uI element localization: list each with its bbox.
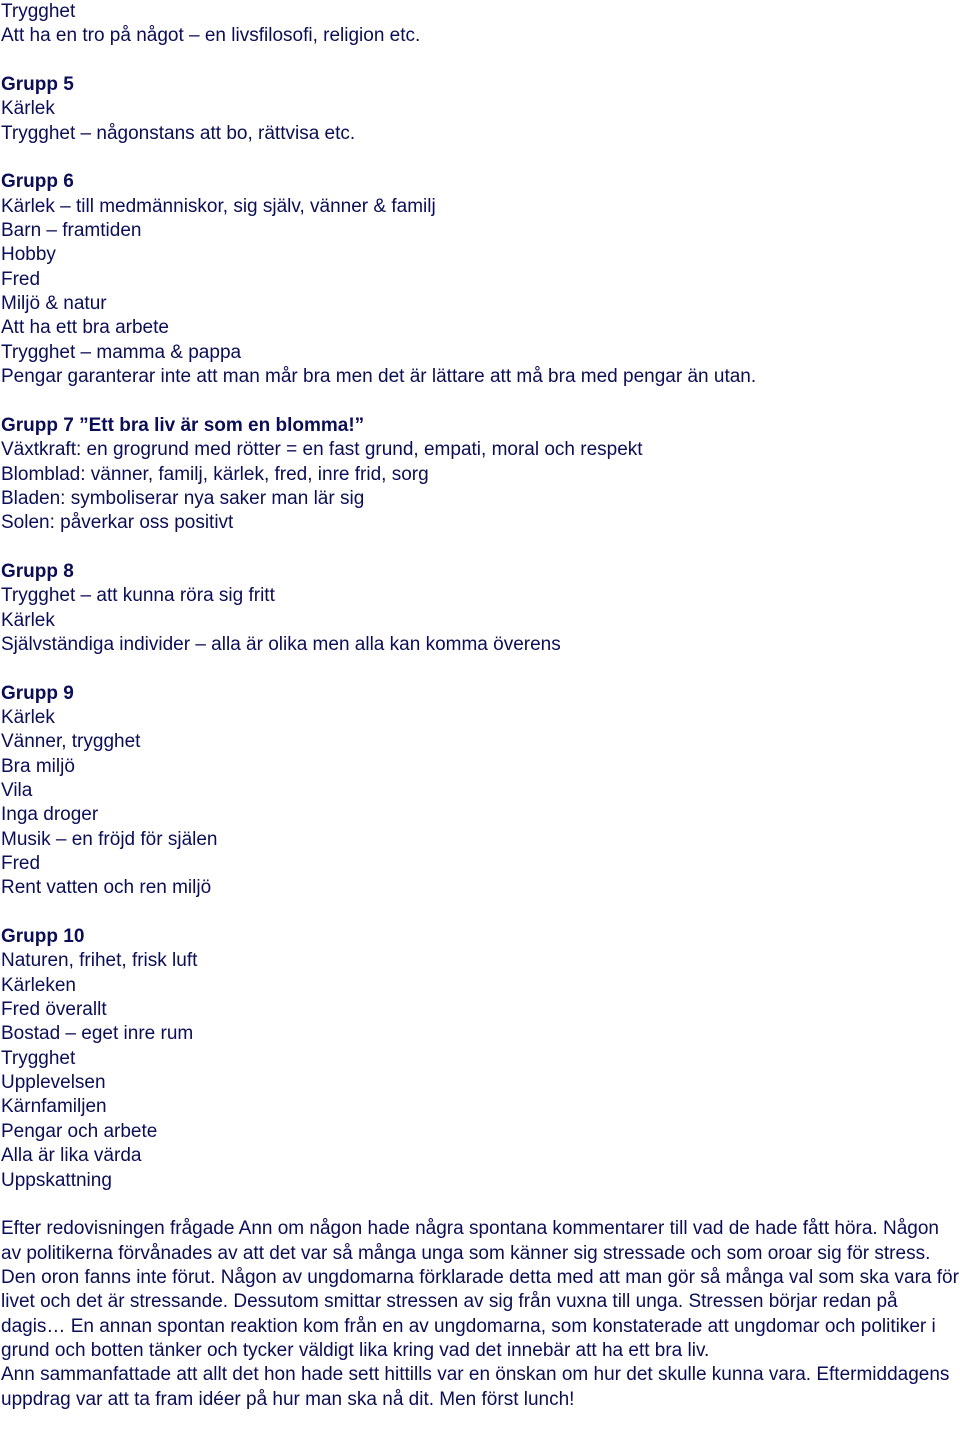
group-item: Fred xyxy=(1,268,41,290)
closing-paragraph: Efter redovisningen frågade Ann om någon hade några spontana kommentarer till vad de hade fått höra. Någon av politikerna förvånades av att det var så många unga som känner sig stressade och som oroar sig för stress. Den oron fanns inte förut. Någon av ungdomarna förklarade detta med att man gör så många val som ska vara för livet och det är stressande. Dessutom smittar stressen av sig från vuxna till unga. Stressen börjar redan på dagis… En annan spontan reaktion kom från en av ungdomarna, som konstaterade att ungdomar och politiker i grund och botten tänker och tycker väldigt lika kring vad det innebär att ha ett bra liv. xyxy=(1,1218,959,1361)
group-item: Kärlek xyxy=(1,609,55,631)
group-heading: Grupp 10 xyxy=(1,926,85,948)
intro-line: Trygghet xyxy=(1,1,76,22)
group-item: Trygghet – någonstans att bo, rättvisa etc. xyxy=(1,122,356,144)
spacer xyxy=(1,901,960,925)
intro-line: Att ha en tro på något – en livsfilosofi, religion etc. xyxy=(1,25,421,47)
group-item: Inga droger xyxy=(1,804,99,826)
group-item: Pengar och arbete xyxy=(1,1120,158,1142)
group-item: Bladen: symboliserar nya saker man lär sig xyxy=(1,487,365,509)
group-item: Barn – framtiden xyxy=(1,220,142,242)
group-heading: Grupp 8 xyxy=(1,560,74,582)
spacer xyxy=(1,146,960,170)
spacer xyxy=(1,536,960,560)
group-item: Musik – en fröjd för själen xyxy=(1,828,218,850)
group-item: Kärleken xyxy=(1,974,76,996)
group-item: Miljö & natur xyxy=(1,293,107,315)
group-item: Blomblad: vänner, familj, kärlek, fred, inre frid, sorg xyxy=(1,463,429,485)
group-item: Trygghet xyxy=(1,1047,76,1069)
group-item: Uppskattning xyxy=(1,1169,112,1191)
group-item: Bostad – eget inre rum xyxy=(1,1023,194,1045)
closing-paragraph: Ann sammanfattade att allt det hon hade sett hittills var en önskan om hur det skulle kunna vara. Eftermiddagens uppdrag var att ta fram idéer på hur man ska nå dit. Men först lunch! xyxy=(1,1364,950,1410)
group-item: Solen: påverkar oss positivt xyxy=(1,512,234,534)
group-item: Kärlek xyxy=(1,706,55,728)
group-item: Vila xyxy=(1,780,33,801)
group-item: Naturen, frihet, frisk luft xyxy=(1,950,198,972)
group-item: Kärnfamiljen xyxy=(1,1096,107,1118)
group-item: Pengar garanterar inte att man mår bra men det är lättare att må bra med pengar än utan. xyxy=(1,366,757,388)
group-item: Alla är lika värda xyxy=(1,1145,142,1167)
group-item: Rent vatten och ren miljö xyxy=(1,877,212,899)
group-item: Att ha ett bra arbete xyxy=(1,317,169,339)
spacer xyxy=(1,49,960,73)
spacer xyxy=(1,657,960,681)
group-item: Fred xyxy=(1,853,41,875)
group-item: Kärlek xyxy=(1,98,55,120)
group-heading: Grupp 7 ”Ett bra liv är som en blomma!” xyxy=(1,414,365,436)
group-heading: Grupp 5 xyxy=(1,74,74,96)
group-item: Självständiga individer – alla är olika men alla kan komma överens xyxy=(1,633,561,655)
spacer xyxy=(1,390,960,414)
group-item: Trygghet – mamma & pappa xyxy=(1,341,242,363)
group-heading: Grupp 6 xyxy=(1,171,74,193)
group-item: Vänner, trygghet xyxy=(1,731,141,753)
group-item: Upplevelsen xyxy=(1,1072,106,1094)
group-item: Växtkraft: en grogrund med rötter = en fast grund, empati, moral och respekt xyxy=(1,439,643,461)
group-item: Bra miljö xyxy=(1,755,75,777)
group-heading: Grupp 9 xyxy=(1,682,74,704)
group-item: Hobby xyxy=(1,244,56,266)
group-item: Kärlek – till medmänniskor, sig själv, vänner & familj xyxy=(1,195,436,217)
group-item: Fred överallt xyxy=(1,999,107,1021)
spacer xyxy=(1,1193,960,1217)
group-item: Trygghet – att kunna röra sig fritt xyxy=(1,585,275,607)
